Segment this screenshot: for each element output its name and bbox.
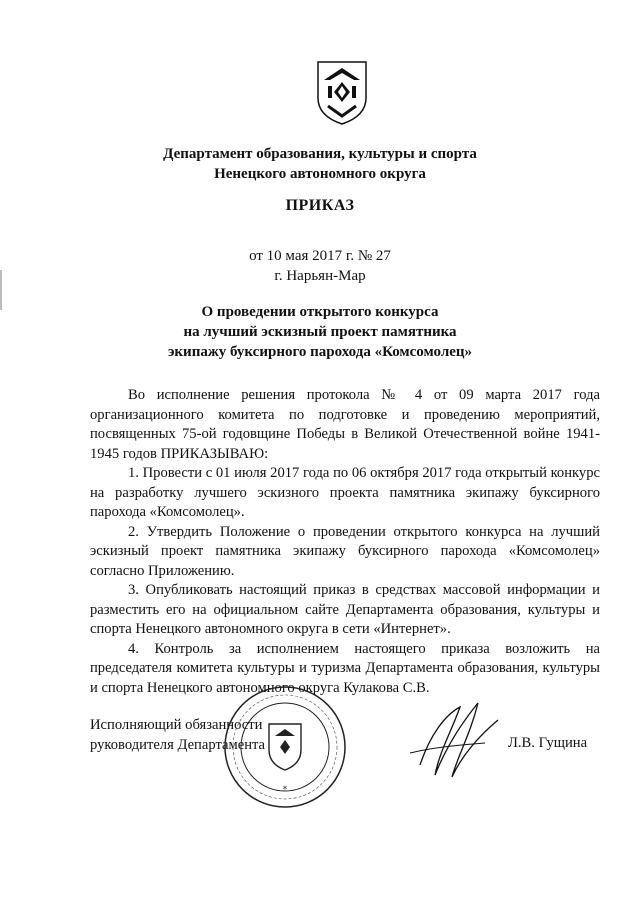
svg-text:*: *	[282, 785, 288, 795]
org-line-2: Ненецкого автономного округа	[214, 166, 426, 182]
coat-of-arms-icon	[314, 58, 370, 126]
subject-line-2: на лучший эскизный проект памятника	[183, 324, 457, 340]
order-item-1: 1. Провести с 01 июля 2017 года по 06 октября 2017 года открытый конкурс на разработку лучшего эскизного проекта памятника экипажу буксирного парохода «Комсомолец».	[90, 465, 600, 520]
order-item-2: 2. Утвердить Положение о проведении открытого конкурса на лучший эскизный проект памятника экипажу буксирного парохода «Комсомолец» согласно Приложению.	[90, 523, 600, 579]
scan-margin-mark	[0, 270, 2, 310]
organization-name	[0, 144, 640, 184]
date-number: от 10 мая 2017 г. № 27	[249, 248, 391, 264]
date-and-place	[0, 246, 640, 286]
order-item-3: 3. Опубликовать настоящий приказ в средствах массовой информации и разместить его на официальном сайте Департамента образования, культуры и спорта Ненецкого автономного округа в сети «Интернет».	[90, 582, 600, 637]
position-line-1: Исполняющий обязанности	[90, 717, 263, 733]
subject-line-3: экипажу буксирного парохода «Комсомолец»	[167, 344, 473, 360]
intro-paragraph: Во исполнение решения протокола № 4 от 09 марта 2017 года организационного комитета по подготовке и проведению мероприятий, посвященных 75-ой годовщине Победы в Великой Отечественной войне 1941- 1945 годов ПРИКАЗЫВАЮ:	[90, 387, 600, 462]
document-body	[90, 386, 600, 698]
position-line-2: руководителя Департамента	[90, 737, 266, 753]
subject-line-1: О проведении открытого конкурса	[201, 304, 439, 320]
signatory-name: Л.В. Гущина	[508, 735, 588, 751]
handwritten-signature-icon	[400, 695, 510, 785]
city: г. Нарьян-Мар	[274, 268, 366, 284]
document-subject	[0, 302, 640, 362]
org-line-1: Департамент образования, культуры и спорта	[163, 146, 477, 162]
document-type: ПРИКАЗ	[285, 197, 355, 214]
order-item-4: 4. Контроль за исполнением настоящего приказа возложить на председателя комитета культуры и туризма Департамента образования, культуры и спорта Ненецкого автономного округа Кулакова С.В.	[90, 640, 600, 696]
official-seal-icon	[205, 682, 365, 812]
